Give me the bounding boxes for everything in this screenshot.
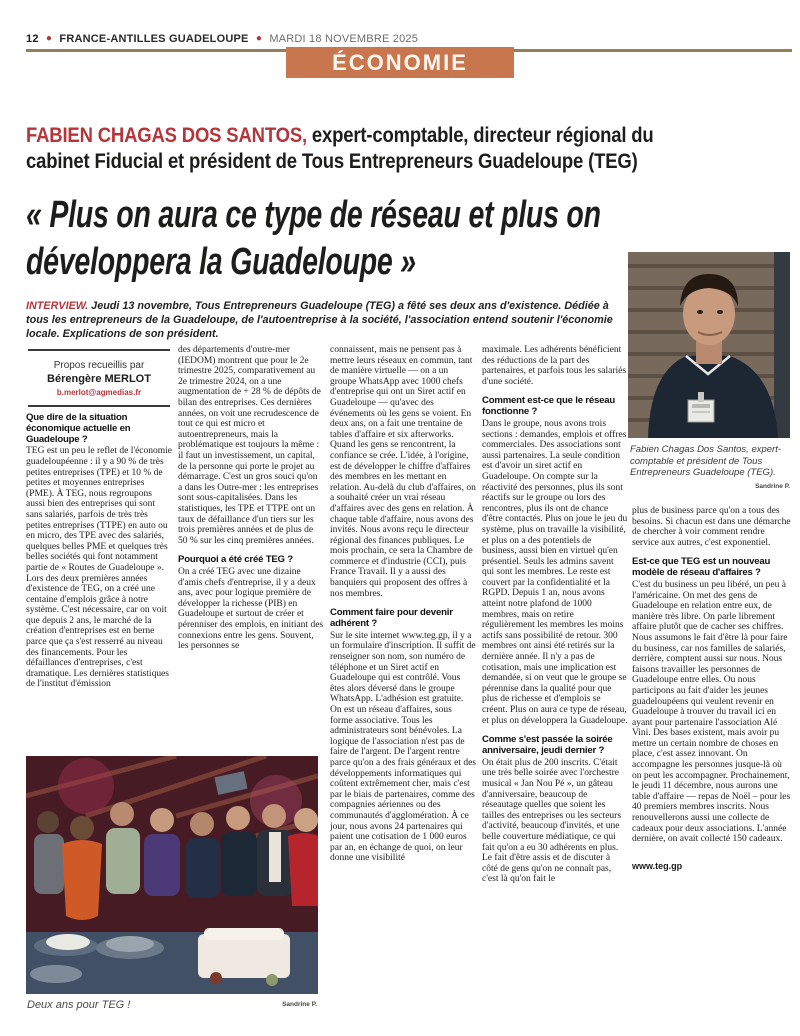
column-5 bbox=[632, 506, 791, 1026]
bullet-icon: ● bbox=[45, 33, 53, 44]
question-heading: Est-ce que TEG est un nouveau modèle de réseau d'affaires ? bbox=[632, 556, 771, 579]
question-heading: Que dire de la situation économique actuelle en Guadeloupe ? bbox=[26, 412, 131, 445]
question-heading: Pourquoi a été créé TEG ? bbox=[178, 554, 293, 566]
byline-box bbox=[28, 349, 170, 407]
publication-name: FRANCE-ANTILLES GUADELOUPE bbox=[59, 33, 249, 45]
body-paragraph: On a créé TEG avec une dizaine d'amis chefs d'entreprise, il y a deux ans, avec pour logique première de développer la richesse (PIB) en Guadeloupe et surtout de créer et pérenniser des emplois, en initiant des connexions entre les gens. Souvent, les personnes se bbox=[178, 567, 324, 652]
bullet-icon: ● bbox=[255, 33, 263, 44]
headline-kicker bbox=[26, 122, 714, 174]
date-text: MARDI 18 NOVEMBRE 2025 bbox=[269, 33, 419, 45]
headline-person-title: expert-comptable, directeur régional du cabinet Fiducial et président de Tous Entrepreneurs Guadeloupe (TEG) bbox=[26, 123, 654, 173]
body-paragraph: On était plus de 200 inscrits. C'était une très belle soirée avec l'orchestre musical « Jan Nou Pé », un gâteau d'anniversaire, beaucoup de réseautage quelles que soient les tailles des entreprises ou les secteurs d'activité, beaucoup d'invités, et une belle couverture médiatique, ce qui fait qu'on a eu 30 adhérents en plus. Le fait d'être assis et de discuter à côté de gens qu'on ne connaît pas, c'est là qu'on fait le bbox=[482, 757, 622, 885]
byline-prefix: Propos recueillis par bbox=[53, 360, 145, 371]
group-photo bbox=[26, 756, 318, 994]
column-1 bbox=[26, 345, 172, 754]
byline-author: Bérengère MERLOT bbox=[47, 373, 151, 385]
question-heading: Comment est-ce que le réseau fonctionne ? bbox=[482, 395, 616, 418]
portrait-photo-credit: Sandrine P. bbox=[755, 482, 790, 490]
intro-kicker: INTERVIEW. bbox=[26, 300, 89, 312]
body-paragraph: TEG est un peu le reflet de l'économie guadeloupéenne : il y a 90 % de très petites entreprises (TPE) et 10 % de petites et moyennes entreprises (PME). À TEG, nous regroupons aussi bien des entreprises qui sont sans salariés, parfois de très très petites entreprises (TTPE) en auto ou en micro, des TPE avec des salariés, quelques belles PME et quelques très belles sociétés qui font notamment partie de « Routes de Guadeloupe ». Lors des deux premières années d'existence de TEG, on a créé une centaine d'emplois grâce à notre système. C'est nécessaire, car on voit que depuis 2 ans, le marché de la création d'entreprises est en berne parce que ça s'est resserré au niveau des financements. Pour les défaillances d'entreprises, c'est dramatique. Les dernières statistiques de l'institut d'émission bbox=[26, 446, 172, 690]
body-paragraph: Dans le groupe, nous avons trois sections : demandes, emplois et offres commerciales. Des associations sont aussi partenaires. La seule condition est d'avoir un siret actif en Guadeloupe. On compte sur la réactivité des personnes, plus ils sont réactifs sur le groupe ou lors des rencontres, plus ils ont de chance d'être contactés. Plus on joue le jeu du système, plus on travaille la visibilité, et plus on a des potentiels de business, aussi bien en virtuel qu'en présentiel. Seuls les admins savent qui sont les membres. Le reste est couvert par la confidentialité et la RGPD. Depuis 1 an, nous avons atteint notre plafond de 1000 membres, mais on retire régulièrement les membres les moins actifs sans possibilité de retour. 300 membres ont ainsi été retirés sur la dernière année. Il n'y a pas de cotisation, mais une implication est demandée, si on veut que le groupe se pérennise dans la qualité pour que plus de richesse et d'emplois se créent. Plus on aura ce type de réseau, et plus on développera la Guadeloupe. bbox=[482, 418, 628, 726]
section-banner bbox=[286, 47, 514, 78]
body-paragraph: maximale. Les adhérents bénéficient des réductions de la part des partenaires, et parfois tous les salariés d'une société. bbox=[482, 345, 627, 387]
page-header bbox=[26, 33, 418, 45]
section-label: ÉCONOMIE bbox=[332, 49, 468, 75]
headline-person-name: FABIEN CHAGAS DOS SANTOS, bbox=[26, 123, 307, 147]
article-intro bbox=[26, 299, 626, 341]
body-paragraph: plus de business parce qu'on a tous des besoins. Si chacun est dans une démarche de chercher à voir comment rendre service aux autres, c'est exponentiel. bbox=[632, 506, 791, 548]
question-heading: Comment faire pour devenir adhérent ? bbox=[330, 607, 453, 630]
body-paragraph: des départements d'outre-mer (IEDOM) montrent que pour le 2e trimestre 2025, comparativement au 2e trimestre 2024, on a une augmentation de + 28 % de dépôts de bilan des entreprises. Ces dernières années, on voit une recrudescence de tout ce qui est micro et autoentrepreneurs, mais la problématique est toujours la même : il faut un investissement, un capital, de la personne qui porte le projet au démarrage. C'est un gros souci qu'on a dans les Outre-mer : les entreprises sont sous-capitalisées. Dans les statistiques, les TPE et TTPE ont un taux de défaillance d'un tiers sur les trois premières années et de plus de 50 % sur les cinq premières années. bbox=[178, 345, 321, 546]
group-photo-credit: Sandrine P. bbox=[282, 1001, 317, 1008]
intro-text: Jeudi 13 novembre, Tous Entrepreneurs Guadeloupe (TEG) a fêté ses deux ans d'existence. Dédiée à tous les entrepreneurs de la Guadeloupe, de l'autoentreprise à la société, l'association entend soutenir l'économie locale. Explications de son président. bbox=[26, 300, 613, 340]
portrait-caption bbox=[630, 444, 790, 492]
column-2 bbox=[178, 345, 324, 754]
question-heading: Comme s'est passée la soirée anniversaire, jeudi dernier ? bbox=[482, 734, 613, 756]
body-paragraph: connaissent, mais ne pensent pas à mettre leurs réseaux en commun, tant de manière virtuelle — on a un groupe WhatsApp avec 1000 chefs d'entreprise qui ont un Siret actif en Guadeloupe — qu'avec des événements où les gens se voient. En deux ans, on a fait une trentaine de tables d'affaire et six afterworks. Quand les gens se rencontrent, la confiance se crée. L'idée, à l'origine, est de développer le chiffre d'affaires des membres en les mettant en relation. Au-delà du club d'affaires, on a souhaité créer un vrai réseau d'affaires avec des gens en relation. À chaque table d'affaire, nous avons des invités. Nous avons reçu le directeur régional des finances publiques. Le mois prochain, ce sera la Chambre de commerce et d'industrie (CCI), puis France Travail. Il y a aussi des banquiers qui proposent des offres à nos membres. bbox=[330, 345, 476, 599]
byline-email: b.merlot@agmedias.fr bbox=[56, 388, 142, 397]
portrait-photo bbox=[628, 252, 790, 438]
portrait-photo-art bbox=[628, 252, 790, 438]
body-paragraph: C'est du business un peu libéré, un peu à l'américaine. On met des gens de Guadeloupe en relation entre eux, de manière très libre. On parle librement affaire plutôt que de cacher ses chiffres. Nous assumons le fait d'être là pour faire du business, car nos familles de salariés, derrière, comptent aussi sur nous. Nous faisons travailler les personnes de Guadeloupe entre elles. Ou nous participons au fait d'aider les jeunes guadeloupéens qui veulent revenir en Guadeloupe à trouver du travail ici en ayant pour partenaire l'association Alé Vini. Des bases existent, mais avoir pu mettre un certain nombre de choses en place, c'est assez innovant. On accompagne les personnes jusque-là où on peut les accompagner. Prochainement, le jeudi 11 décembre, nous aurons une table d'affaire — repas de Noël – pour les 40 premiers membres inscrits. Nous renouvellerons aussi une collecte de cadeaux pour deux associations. L'année dernière, on avait collecté 150 cadeaux. bbox=[632, 579, 791, 845]
page-number: 12 bbox=[26, 33, 39, 45]
portrait-caption-text: Fabien Chagas Dos Santos, expert-comptable et président de Tous Entrepreneurs Guadeloupe (TEG). bbox=[630, 444, 782, 478]
quote-headline: « Plus on aura ce type de réseau et plus on développera la Guadeloupe » bbox=[26, 194, 601, 283]
column-4 bbox=[482, 345, 628, 1017]
body-paragraph: Sur le site internet www.teg.gp, il y a un formulaire d'inscription. Il suffit de renseigner son nom, son numéro de téléphone et un Siret actif en Guadeloupe qui est contrôlé. Vous êtes alors déversé dans le groupe WhatsApp. L'adhésion est gratuite. On est un réseau d'affaires, sous forme associative. Tous les administrateurs sont bénévoles. La logique de l'association n'est pas de faire de l'argent. De l'argent rentre parce qu'on a des frais généraux et des développements informatiques qui coûtent extrêmement cher, mais c'est par le biais de partenaires, comme des compagnies aériennes ou des communautés d'agglomération. À ce jour, nous avons 24 partenaires qui paient une cotisation de 1 000 euros par an, en échange de quoi, on leur donne une visibilité bbox=[330, 630, 476, 864]
group-photo-art bbox=[26, 756, 318, 994]
website-link: www.teg.gp bbox=[632, 860, 683, 871]
group-photo-caption: Deux ans pour TEG ! bbox=[27, 999, 131, 1011]
column-3 bbox=[330, 345, 476, 1017]
